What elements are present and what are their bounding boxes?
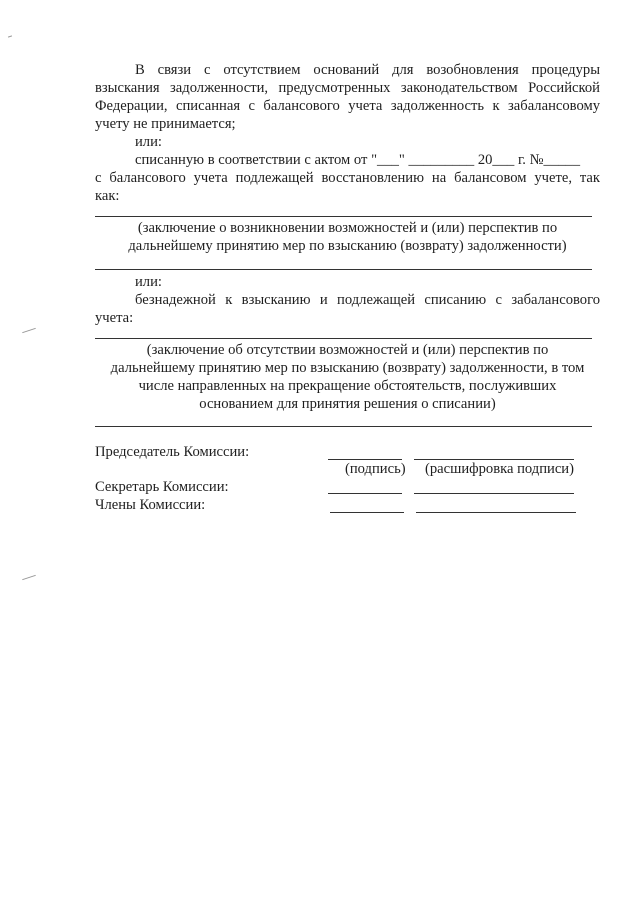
conclusion-2-line-1: (заключение об отсутствии возможностей и (или) перспектив по <box>146 342 549 358</box>
conclusion-2-line-2: дальнейшему принятию мер по взысканию (возврату) задолженности, в том <box>110 360 585 376</box>
paragraph-3-line-1: безнадежной к взысканию и подлежащей списанию с забалансового <box>135 292 600 308</box>
paragraph-2-line-2: с балансового учета подлежащей восстановлению на балансовом учете, так <box>95 170 600 186</box>
paragraph-2-line-1: списанную в соответствии с актом от "___" _________ 20___ г. №_____ <box>135 152 581 168</box>
conclusion-1-line-2: дальнейшему принятию мер по взысканию (возврату) задолженности) <box>128 238 567 254</box>
chairman-label: Председатель Комиссии: <box>95 444 250 460</box>
blank-rule-3 <box>95 338 592 339</box>
scan-mark-middle <box>22 328 36 333</box>
paragraph-1-line-3: Федерации, списанная с балансового учета задолженность к забалансовому <box>95 98 600 114</box>
blank-rule-2 <box>95 269 592 270</box>
conclusion-2-line-3: числе направленных на прекращение обстоятельств, послуживших <box>138 378 557 394</box>
paragraph-2-line-3: как: <box>95 188 120 204</box>
blank-rule-4 <box>95 426 592 427</box>
paragraph-1-line-2: взыскания задолженности, предусмотренных законодательством Российской <box>95 80 600 96</box>
conclusion-1-line-1: (заключение о возникновении возможностей и (или) перспектив по <box>137 220 558 236</box>
members-signature-line <box>330 512 404 513</box>
paragraph-3-line-2: учета: <box>95 310 134 326</box>
chairman-transcript-line <box>414 459 574 460</box>
or-label-2: или: <box>135 274 162 290</box>
conclusion-2-line-4: основанием для принятия решения о списании) <box>199 396 496 412</box>
scan-mark-lower <box>22 575 36 580</box>
paragraph-1-line-4: учету не принимается; <box>95 116 236 132</box>
scan-mark-top <box>8 35 12 37</box>
members-label: Члены Комиссии: <box>95 497 206 513</box>
secretary-signature-line <box>328 493 402 494</box>
transcript-caption: (расшифровка подписи) <box>425 461 574 477</box>
blank-rule-1 <box>95 216 592 217</box>
secretary-transcript-line <box>414 493 574 494</box>
paragraph-1-line-1: В связи с отсутствием оснований для возобновления процедуры <box>135 62 600 78</box>
or-label-1: или: <box>135 134 162 150</box>
secretary-label: Секретарь Комиссии: <box>95 479 229 495</box>
chairman-signature-line <box>328 459 402 460</box>
members-transcript-line <box>416 512 576 513</box>
signature-caption: (подпись) <box>345 461 406 477</box>
